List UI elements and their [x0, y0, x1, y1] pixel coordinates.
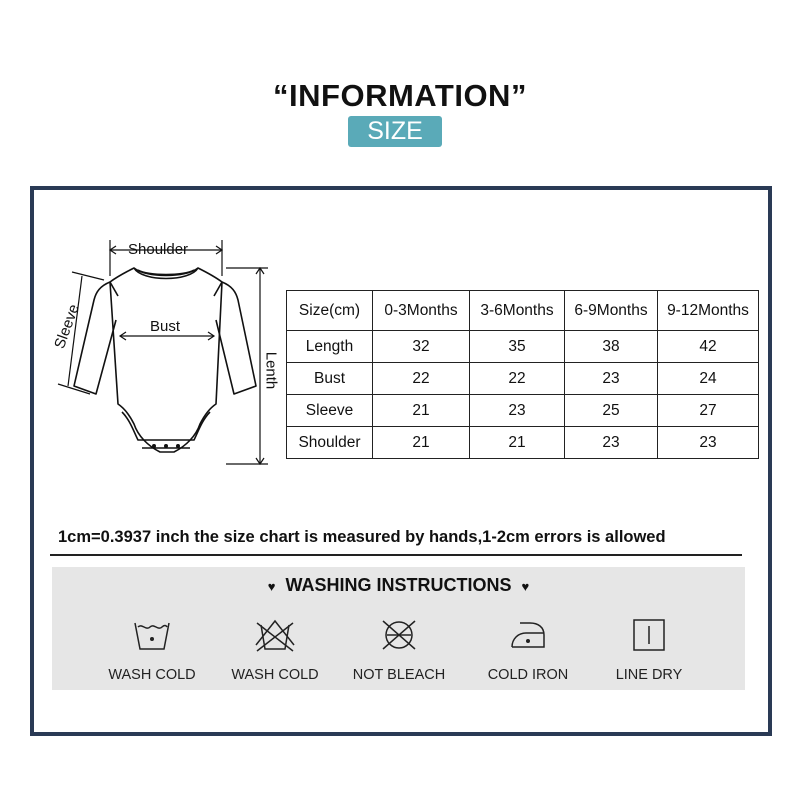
table-row: [287, 395, 759, 427]
washing-title-text: WASHING INSTRUCTIONS: [285, 575, 512, 595]
heart-icon: ♥: [267, 579, 276, 594]
washing-panel: [52, 567, 745, 690]
table-cell: Sleeve: [287, 395, 373, 427]
table-cell: 21: [373, 427, 470, 459]
bust-label: Bust: [150, 318, 181, 335]
table-cell: 32: [373, 331, 470, 363]
wash-item: [458, 617, 598, 683]
table-header-row: [287, 291, 759, 331]
table-cell: 23: [565, 363, 658, 395]
wash-item-label: WASH COLD: [231, 667, 319, 683]
table-cell: 42: [658, 331, 759, 363]
wash-item-label: WASH COLD: [108, 667, 196, 683]
no-bleach-icon: [377, 617, 421, 653]
size-table: [286, 290, 759, 459]
measurement-note: 1cm=0.3937 inch the size chart is measured by hands,1-2cm errors is allowed: [58, 528, 666, 546]
shoulder-label: Shoulder: [128, 241, 189, 258]
size-badge: SIZE: [348, 116, 442, 147]
table-cell: 25: [565, 395, 658, 427]
wash-item: [82, 617, 222, 683]
table-cell: 22: [470, 363, 565, 395]
wash-item: [579, 617, 719, 683]
table-cell: 23: [470, 395, 565, 427]
table-cell: Length: [287, 331, 373, 363]
wash-item: [329, 617, 469, 683]
table-header-cell: Size(cm): [287, 291, 373, 331]
table-header-cell: 0-3Months: [373, 291, 470, 331]
table-cell: 21: [373, 395, 470, 427]
no-wash-icon: [253, 617, 297, 653]
table-cell: Bust: [287, 363, 373, 395]
table-cell: 27: [658, 395, 759, 427]
iron-icon: [506, 617, 550, 653]
table-cell: 23: [658, 427, 759, 459]
divider: [50, 554, 742, 556]
bodysuit-outline-icon: [38, 236, 278, 476]
table-cell: 22: [373, 363, 470, 395]
table-cell: 35: [470, 331, 565, 363]
table-header-cell: 9-12Months: [658, 291, 759, 331]
wash-item-label: COLD IRON: [487, 667, 569, 683]
table-row: [287, 331, 759, 363]
line-dry-icon: [631, 617, 667, 653]
washing-title: [52, 575, 745, 596]
table-cell: 24: [658, 363, 759, 395]
table-row: [287, 363, 759, 395]
table-header-cell: 6-9Months: [565, 291, 658, 331]
wash-tub-icon: [132, 617, 172, 653]
bodysuit-diagram: [38, 236, 278, 481]
sleeve-label: Sleeve: [51, 302, 83, 351]
wash-item-label: LINE DRY: [615, 667, 683, 683]
table-header-cell: 3-6Months: [470, 291, 565, 331]
heart-icon: ♥: [521, 579, 530, 594]
table-row: [287, 427, 759, 459]
table-cell: 21: [470, 427, 565, 459]
table-cell: 23: [565, 427, 658, 459]
wash-item: [205, 617, 345, 683]
table-cell: Shoulder: [287, 427, 373, 459]
page-title: “INFORMATION”: [273, 78, 527, 113]
table-cell: 38: [565, 331, 658, 363]
wash-item-label: NOT BLEACH: [352, 667, 446, 683]
length-label: Lenth: [262, 351, 280, 390]
